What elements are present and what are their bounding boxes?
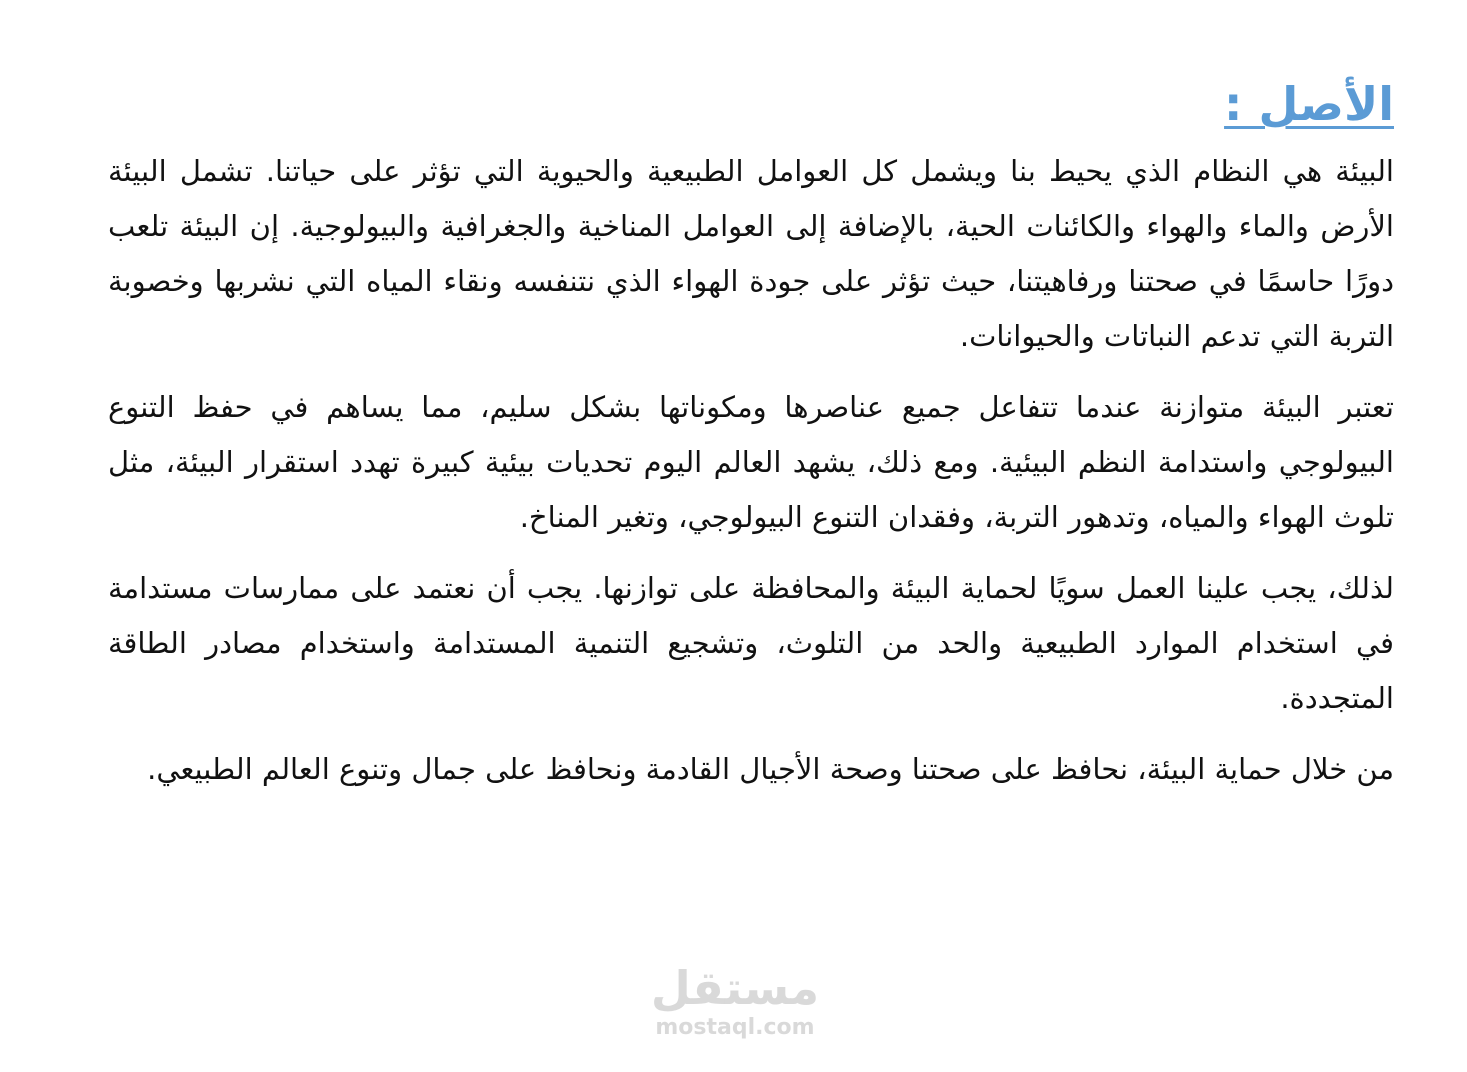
mostaql-watermark <box>640 962 830 1042</box>
paragraph-environment-definition: البيئة هي النظام الذي يحيط بنا ويشمل كل العوامل الطبيعية والحيوية التي تؤثر على حياتنا. تشمل البيئة الأرض والماء والهواء والكائنات الحية، بالإضافة إلى العوامل المناخية والجغرافية والبيولوجية. إن البيئة تلعب دورًا حاسمًا في صحتنا ورفاهيتنا، حيث تؤثر على جودة الهواء الذي نتنفسه ونقاء المياه التي نشربها وخصوبة التربة التي تدعم النباتات والحيوانات. <box>108 154 1394 353</box>
paragraph-conclusion: من خلال حماية البيئة، نحافظ على صحتنا وصحة الأجيال القادمة ونحافظ على جمال وتنوع العالم الطبيعي. <box>147 752 1394 786</box>
watermark-latin-text: mostaql.com <box>655 1015 815 1040</box>
document-body <box>108 70 1394 813</box>
paragraph-environment-balance: تعتبر البيئة متوازنة عندما تتفاعل جميع عناصرها ومكوناتها بشكل سليم، مما يساهم في حفظ التنوع البيولوجي واستدامة النظم البيئية. ومع ذلك، يشهد العالم اليوم تحديات بيئية كبيرة تهدد استقرار البيئة، مثل تلوث الهواء والمياه، وتدهور التربة، وفقدان التنوع البيولوجي، وتغير المناخ. <box>108 390 1394 534</box>
document-heading: الأصل : <box>1224 77 1394 131</box>
paragraph-environment-protection: لذلك، يجب علينا العمل سويًا لحماية البيئة والمحافظة على توازنها. يجب أن نعتمد على ممارسات مستدامة في استخدام الموارد الطبيعية والحد من التلوث، وتشجيع التنمية المستدامة واستخدام مصادر الطاقة المتجددة. <box>108 571 1394 715</box>
watermark-arabic-text: مستقل <box>650 961 820 1015</box>
